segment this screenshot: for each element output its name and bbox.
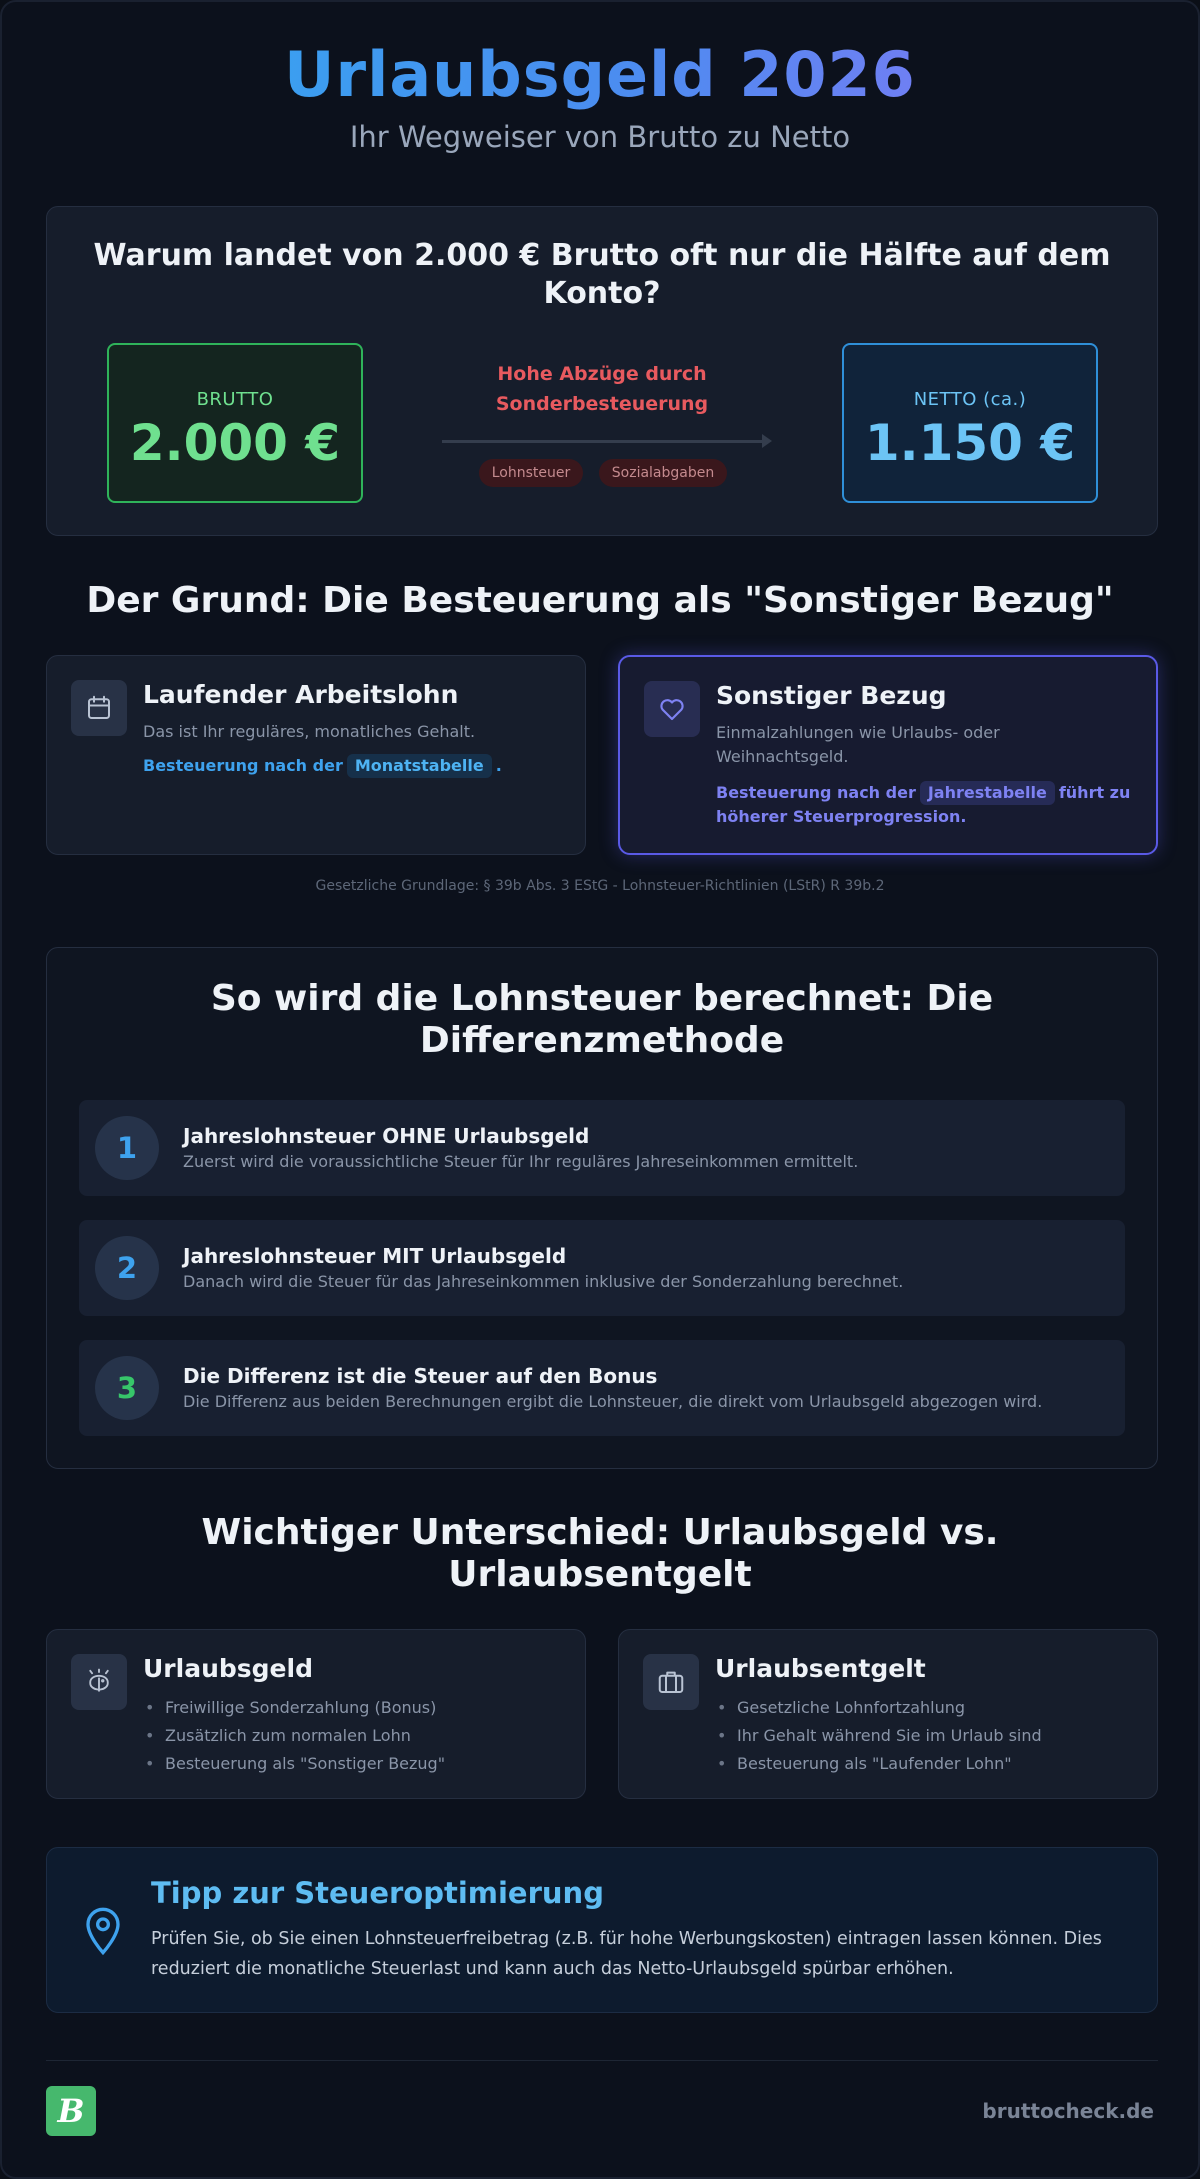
card-laufender-arbeitslohn: [46, 655, 586, 855]
taxation-note: [716, 781, 1136, 829]
netto-label: NETTO (ca.): [913, 389, 1027, 410]
step-number: 3: [95, 1356, 159, 1420]
step-item: [79, 1340, 1125, 1436]
card-title: Laufender Arbeitslohn: [143, 680, 459, 709]
step-title: Die Differenz ist die Steuer auf den Bonus: [183, 1364, 658, 1388]
taxation-prefix: Besteuerung nach der: [143, 756, 343, 775]
card-description: Einmalzahlungen wie Urlaubs- oder Weihnachtsgeld.: [716, 723, 1000, 766]
brutto-box: [107, 343, 363, 503]
card-sonstiger-bezug: [618, 655, 1158, 855]
card-description: Das ist Ihr reguläres, monatliches Gehalt.: [143, 722, 476, 741]
calendar-icon: [71, 680, 127, 736]
heart-icon: [644, 681, 700, 737]
piggy-bank-icon: [71, 1654, 127, 1710]
step-number: 2: [95, 1236, 159, 1300]
list-item: • Ihr Gehalt während Sie im Urlaub sind: [715, 1722, 1042, 1750]
location-pin-icon: [83, 1906, 123, 1960]
section-heading-difference: [2, 1512, 1198, 1596]
page-title: Urlaubsgeld 2026: [284, 38, 916, 111]
taxation-suffix: führt zu höherer Steuerprogression.: [716, 783, 1131, 826]
pill-lohnsteuer: Lohnsteuer: [479, 459, 583, 487]
taxation-note: [143, 754, 502, 778]
card-title: Urlaubsentgelt: [715, 1654, 926, 1683]
legal-basis-note: Gesetzliche Grundlage: § 39b Abs. 3 EStG - Lohnsteuer-Richtlinien (LStR) R 39b.2: [315, 878, 885, 894]
deduction-title: Hohe Abzüge durch Sonderbesteuerung: [495, 363, 709, 415]
section-heading-grund: Der Grund: Die Besteuerung als "Sonstiger Bezug": [86, 580, 1114, 621]
step-item: [79, 1220, 1125, 1316]
card-urlaubsgeld: [46, 1629, 586, 1799]
feature-list: [143, 1694, 445, 1778]
brutto-label: BRUTTO: [196, 389, 274, 410]
step-item: [79, 1100, 1125, 1196]
list-item: • Besteuerung als "Sonstiger Bezug": [143, 1750, 445, 1778]
difference-heading-text: Wichtiger Unterschied: Urlaubsgeld vs. Urlaubsentgelt: [201, 1512, 999, 1595]
list-item: • Freiwillige Sonderzahlung (Bonus): [143, 1694, 445, 1722]
tip-text: Prüfen Sie, ob Sie einen Lohnsteuerfreibetrag (z.B. für hohe Werbungskosten) eintragen lassen können. Dies reduziert die monatliche Steuerlast und kann auch das Netto-Urlaubsgeld spürbar erhöhen.: [151, 1929, 1102, 1979]
netto-value: 1.150 €: [864, 414, 1076, 472]
footer-site-link[interactable]: bruttocheck.de: [982, 2099, 1154, 2123]
page-subtitle: Ihr Wegweiser von Brutto zu Netto: [349, 120, 851, 154]
brutto-value: 2.000 €: [129, 414, 341, 472]
list-item: • Gesetzliche Lohnfortzahlung: [715, 1694, 1042, 1722]
tip-box: [46, 1847, 1158, 2013]
tag-monatstabelle: Monatstabelle: [347, 754, 492, 778]
taxation-suffix: .: [495, 756, 502, 775]
intro-question: Warum landet von 2.000 € Brutto oft nur die Hälfte auf dem Konto?: [93, 238, 1111, 311]
list-item: • Zusätzlich zum normalen Lohn: [143, 1722, 445, 1750]
step-text: Die Differenz aus beiden Berechnungen ergibt die Lohnsteuer, die direkt vom Urlaubsgeld abgezogen wird.: [183, 1392, 1043, 1411]
step-title: Jahreslohnsteuer MIT Urlaubsgeld: [183, 1244, 567, 1268]
card-title: Urlaubsgeld: [143, 1654, 313, 1683]
card-urlaubsentgelt: [618, 1629, 1158, 1799]
method-card: [46, 947, 1158, 1469]
section-heading-method: So wird die Lohnsteuer berechnet: Die Differenzmethode: [210, 978, 994, 1061]
arrow-right-icon: [442, 440, 764, 443]
svg-text:B: B: [57, 2092, 85, 2130]
step-number: 1: [95, 1116, 159, 1180]
brutto-netto-card: [46, 206, 1158, 536]
step-title: Jahreslohnsteuer OHNE Urlaubsgeld: [183, 1124, 590, 1148]
step-text: Danach wird die Steuer für das Jahreseinkommen inklusive der Sonderzahlung berechnet.: [183, 1272, 904, 1291]
brand-logo[interactable]: [46, 2086, 96, 2136]
header: [2, 38, 1198, 154]
suitcase-icon: [643, 1654, 699, 1710]
pill-sozialabgaben: Sozialabgaben: [599, 459, 727, 487]
tag-jahrestabelle: Jahrestabelle: [920, 781, 1055, 805]
taxation-prefix: Besteuerung nach der: [716, 783, 916, 802]
list-item: • Besteuerung als "Laufender Lohn": [715, 1750, 1042, 1778]
footer-divider: [46, 2060, 1158, 2061]
tip-title: Tipp zur Steueroptimierung: [151, 1876, 604, 1910]
netto-box: [842, 343, 1098, 503]
feature-list: [715, 1694, 1042, 1778]
step-text: Zuerst wird die voraussichtliche Steuer für Ihr reguläres Jahreseinkommen ermittelt.: [183, 1152, 859, 1171]
card-title: Sonstiger Bezug: [716, 681, 947, 710]
